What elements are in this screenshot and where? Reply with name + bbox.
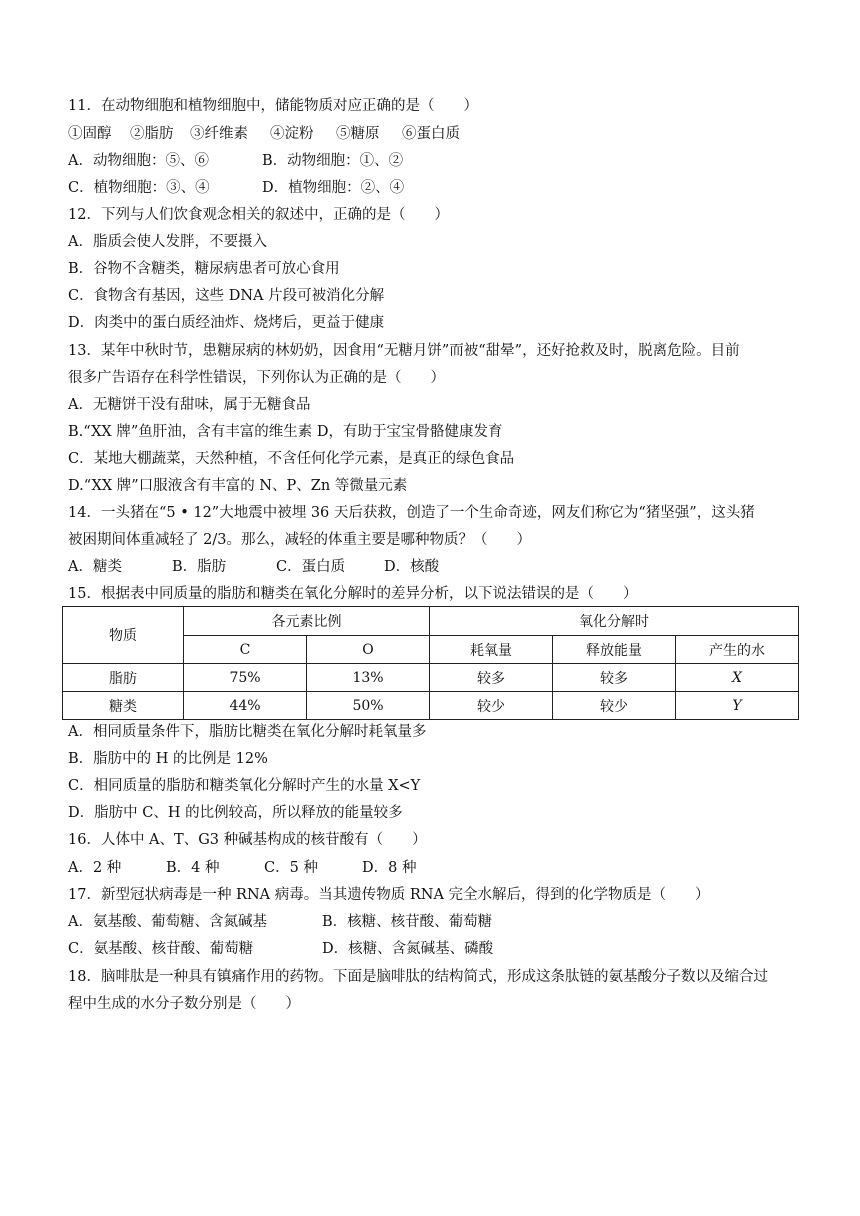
q17-option-a: A．氨基酸、葡萄糖、含氮碱基 <box>68 914 267 930</box>
q17-option-c: C．氨基酸、核苷酸、葡萄糖 <box>68 941 254 957</box>
q14-option-a: A．糖类 <box>68 559 122 575</box>
q16-options <box>68 858 416 878</box>
q11-item-1: ①固醇 <box>68 126 112 142</box>
header-water-produced: 产生的水 <box>676 636 799 664</box>
q15-option-a: A．相同质量条件下，脂肪比糖类在氧化分解时耗氧量多 <box>68 724 427 740</box>
cell-energy: 较多 <box>553 664 676 692</box>
header-element-ratio: 各元素比例 <box>184 607 430 636</box>
q15-stem: 15．根据表中同质量的脂肪和糖类在氧化分解时的差异分析，以下说法错误的是（ ） <box>68 586 638 602</box>
q13-stem-line2: 很多广告语存在科学性错误，下列你认为正确的是（ ） <box>68 370 445 386</box>
q17-options-row1 <box>68 912 492 932</box>
header-c: C <box>184 636 307 664</box>
q12-option-b: B．谷物不含糖类，糖尿病患者可放心食用 <box>68 261 340 277</box>
q11-options-row2 <box>68 178 404 198</box>
q11-options-row1 <box>68 151 403 171</box>
q14-option-c: C．蛋白质 <box>276 559 346 575</box>
q14-stem-line2: 被困期间体重减轻了 2/3。那么，减轻的体重主要是哪种物质？（ ） <box>68 532 531 548</box>
cell-energy: 较少 <box>553 692 676 720</box>
q11-stem: 11．在动物细胞和植物细胞中，储能物质对应正确的是（ ） <box>68 98 478 114</box>
q18-stem-line1: 18．脑啡肽是一种具有镇痛作用的药物。下面是脑啡肽的结构简式，形成这条肽链的氨基酸分子数以及缩合过 <box>68 969 768 985</box>
cell-o: 50% <box>307 692 430 720</box>
header-energy-release: 释放能量 <box>553 636 676 664</box>
q12-stem: 12．下列与人们饮食观念相关的叙述中，正确的是（ ） <box>68 207 449 223</box>
q11-option-b: B．动物细胞：①、② <box>262 153 404 169</box>
q16-option-b: B．4 种 <box>166 860 220 876</box>
header-oxidation: 氧化分解时 <box>430 607 799 636</box>
q15-option-b: B．脂肪中的 H 的比例是 12% <box>68 751 268 767</box>
table-header-row-1 <box>63 607 799 636</box>
cell-water: X <box>676 664 799 692</box>
q16-option-d: D．8 种 <box>362 860 417 876</box>
cell-c: 44% <box>184 692 307 720</box>
q11-item-3: ③纤维素 <box>190 126 248 142</box>
q16-option-c: C．5 种 <box>264 860 318 876</box>
q18-stem-line2: 程中生成的水分子数分别是（ ） <box>68 996 300 1012</box>
q11-option-c: C．植物细胞：③、④ <box>68 180 210 196</box>
q12-option-a: A．脂质会使人发胖，不要摄入 <box>68 234 267 250</box>
cell-water: Y <box>676 692 799 720</box>
fat-sugar-table <box>62 606 799 720</box>
q14-option-b: B．脂肪 <box>172 559 227 575</box>
q11-items <box>68 124 460 144</box>
q17-option-b: B．核糖、核苷酸、葡萄糖 <box>322 914 493 930</box>
q13-stem-line1: 13．某年中秋时节，患糖尿病的林奶奶，因食用“无糖月饼”而被“甜晕”，还好抢救及时，脱离危险。目前 <box>68 343 740 359</box>
cell-oxygen: 较少 <box>430 692 553 720</box>
cell-o: 13% <box>307 664 430 692</box>
q15-option-c: C．相同质量的脂肪和糖类氧化分解时产生的水量 X<Y <box>68 778 421 794</box>
q11-option-a: A．动物细胞：⑤、⑥ <box>68 153 209 169</box>
header-oxygen-consumption: 耗氧量 <box>430 636 553 664</box>
q15-option-d: D．脂肪中 C、H 的比例较高，所以释放的能量较多 <box>68 805 403 821</box>
q14-option-d: D．核酸 <box>384 559 440 575</box>
q11-item-6: ⑥蛋白质 <box>402 126 460 142</box>
table-row <box>63 692 799 720</box>
q13-option-d: D.“XX 牌”口服液含有丰富的 N、P、Zn 等微量元素 <box>68 478 408 494</box>
q14-stem-line1: 14．一头猪在“5 • 12”大地震中被埋 36 天后获救，创造了一个生命奇迹，网友们称它为“猪坚强”，这头猪 <box>68 505 755 521</box>
q17-option-d: D．核糖、含氮碱基、磷酸 <box>322 941 494 957</box>
q13-option-c: C．某地大棚蔬菜，天然种植，不含任何化学元素，是真正的绿色食品 <box>68 451 515 467</box>
q11-option-d: D．植物细胞：②、④ <box>262 180 405 196</box>
q11-item-2: ②脂肪 <box>130 126 174 142</box>
q14-options <box>68 557 439 577</box>
cell-name: 脂肪 <box>63 664 184 692</box>
cell-oxygen: 较多 <box>430 664 553 692</box>
cell-c: 75% <box>184 664 307 692</box>
q12-option-c: C．食物含有基因，这些 DNA 片段可被消化分解 <box>68 288 385 304</box>
table-row <box>63 664 799 692</box>
q17-stem: 17．新型冠状病毒是一种 RNA 病毒。当其遗传物质 RNA 完全水解后，得到的化学物质是（ ） <box>68 887 710 903</box>
q11-item-4: ④淀粉 <box>270 126 314 142</box>
q16-option-a: A．2 种 <box>68 860 122 876</box>
header-o: O <box>307 636 430 664</box>
q17-options-row2 <box>68 939 493 959</box>
q12-option-d: D．肉类中的蛋白质经油炸、烧烤后，更益于健康 <box>68 315 385 331</box>
q16-stem: 16．人体中 A、T、G3 种碱基构成的核苷酸有（ ） <box>68 832 427 848</box>
cell-name: 糖类 <box>63 692 184 720</box>
q11-item-5: ⑤糖原 <box>336 126 380 142</box>
q13-option-b: B.“XX 牌”鱼肝油，含有丰富的维生素 D，有助于宝宝骨骼健康发育 <box>68 424 503 440</box>
q13-option-a: A．无糖饼干没有甜味，属于无糖食品 <box>68 397 311 413</box>
header-substance: 物质 <box>63 607 184 664</box>
